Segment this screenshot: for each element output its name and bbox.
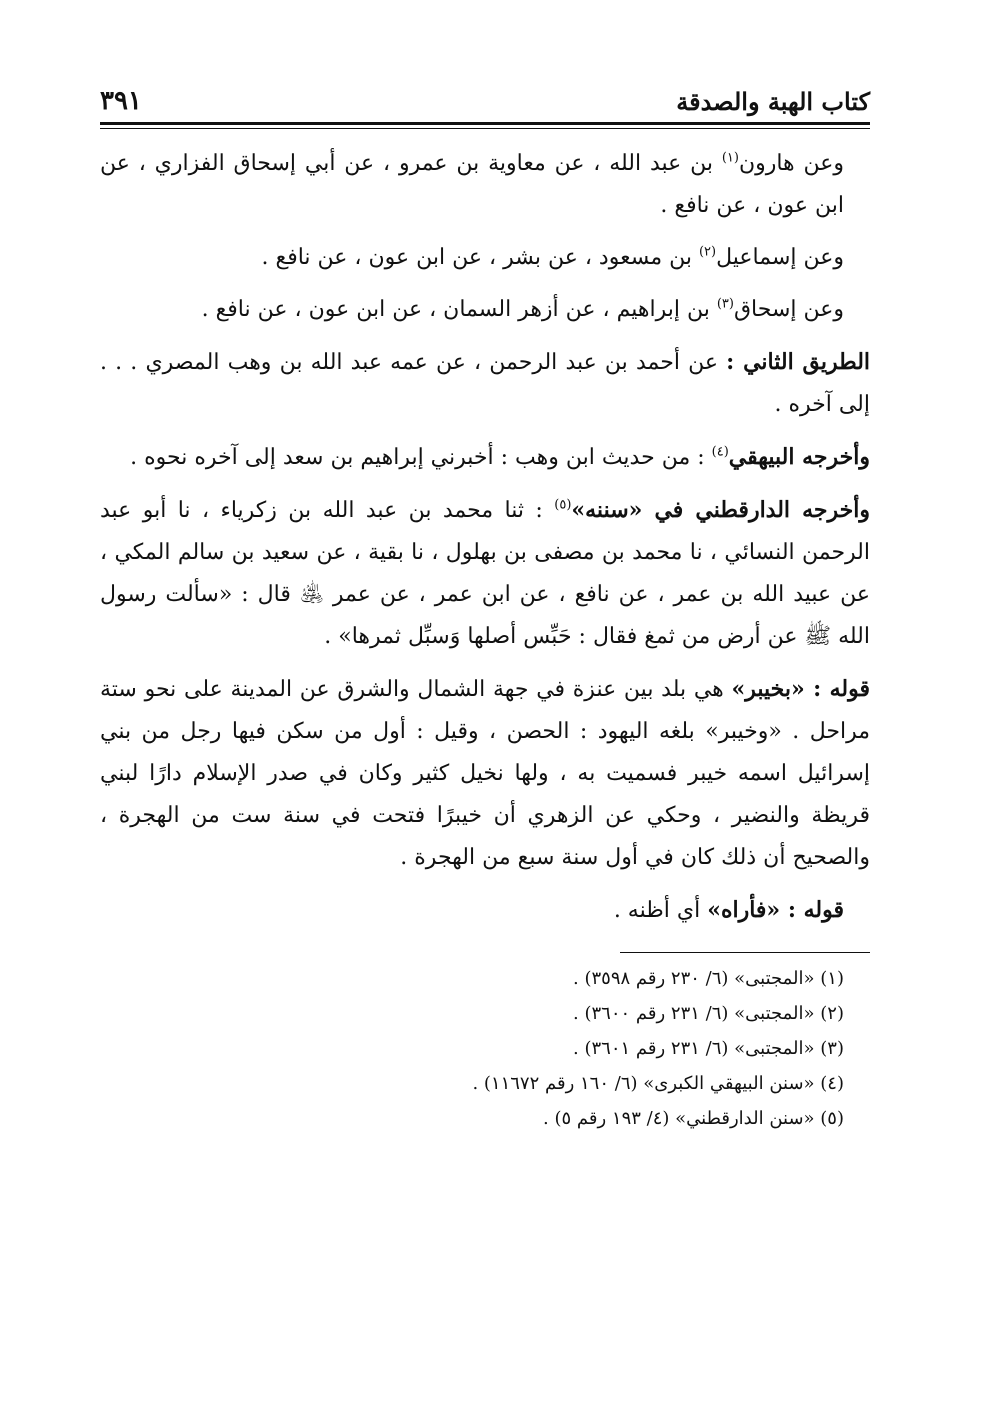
- main-text: [100, 143, 870, 932]
- paragraph-text: وعن إسحاق: [733, 297, 844, 322]
- paragraph-khaybar: [100, 668, 870, 879]
- paragraph-text: بن إبراهيم ، عن أزهر السمان ، عن ابن عون ، عن نافع .: [201, 297, 717, 322]
- footnote-ref: (٥): [554, 497, 572, 513]
- footnote-ref: (٢): [698, 244, 717, 260]
- paragraph-text: هي بلد بين عنزة في جهة الشمال والشرق عن المدينة على نحو ستة مراحل . «وخيبر» بلغه اليهود : الحصن ، وقيل : أول من سكن فيها رجل من بني إسرائيل اسمه خيبر فسميت به ، ولها نخيل كثير وكان في صدر الإسلام دارًا لبني قريظة والنضير ، وحكي عن الزهري أن خيبرًا فتحت في سنة ست من الهجرة ، والصحيح أن ذلك كان في أول سنة سبع من الهجرة .: [100, 677, 870, 870]
- footnote-ref: (٣): [716, 296, 734, 312]
- footnote-1: (١) «المجتبى» (٦/ ٢٣٠ رقم ٣٥٩٨) .: [573, 968, 844, 989]
- footnotes: [100, 961, 870, 1136]
- paragraph-haroun: [100, 143, 870, 227]
- paragraph-lead: قوله : «بخيبر»: [731, 676, 870, 702]
- paragraph-text: بن عبد الله ، عن معاوية بن عمرو ، عن أبي إسحاق الفزاري ، عن ابن عون ، عن نافع .: [100, 151, 844, 218]
- running-header: [100, 70, 870, 116]
- paragraph-lead: وأخرجه البيهقي: [728, 444, 870, 470]
- paragraph-second-route: [100, 341, 870, 426]
- paragraph-text: أي أظنه .: [613, 898, 708, 923]
- footnote-4: (٤) «سنن البيهقي الكبرى» (٦/ ١٦٠ رقم ١١٦٧٢) .: [472, 1073, 844, 1094]
- header-rule-thick: [100, 122, 870, 125]
- footnote-separator: [620, 952, 870, 953]
- footnote-3: (٣) «المجتبى» (٦/ ٢٣١ رقم ٣٦٠١) .: [573, 1038, 844, 1059]
- paragraph-text: : ثنا محمد بن عبد الله بن زكرياء ، نا أبو عبد الرحمن النسائي ، نا محمد بن مصفى بن بهلول ، نا بقية ، عن سعيد بن سالم المكي ، عن عبيد الله بن عمر ، عن نافع ، عن ابن عمر ، عن عمر ﵁ قال : «سألت رسول الله ﷺ عن أرض من ثمغ فقال : حَبِّس أصلها وَسبِّل ثمرها» .: [100, 498, 870, 649]
- page-number: ٣٩١: [100, 86, 142, 116]
- footnote-ref: (٤): [711, 444, 729, 460]
- paragraph-lead: الطريق الثاني :: [726, 349, 871, 375]
- paragraph-daraqutni: [100, 489, 870, 658]
- paragraph-ishaq: [100, 289, 870, 331]
- paragraph-text: وعن هارون: [738, 151, 844, 176]
- paragraph-lead: قوله : «فأراه»: [707, 897, 844, 923]
- running-title: كتاب الهبة والصدقة: [676, 87, 870, 116]
- paragraph-ismail: [100, 237, 870, 279]
- paragraph-text: : من حديث ابن وهب : أخبرني إبراهيم بن سعد إلى آخره نحوه .: [130, 445, 712, 470]
- book-page: [100, 70, 870, 1136]
- header-rule-thin: [100, 128, 870, 129]
- paragraph-text: بن مسعود ، عن بشر ، عن ابن عون ، عن نافع .: [261, 245, 699, 270]
- footnote-5: (٥) «سنن الدارقطني» (٤/ ١٩٣ رقم ٥) .: [543, 1108, 844, 1129]
- paragraph-text: عن أحمد بن عبد الرحمن ، عن عمه عبد الله بن وهب المصري . . . إلى آخره .: [100, 350, 870, 417]
- paragraph-lead: وأخرجه الدارقطني في «سننه»: [571, 497, 870, 523]
- paragraph-bayhaqi: [100, 436, 870, 479]
- footnote-ref: (١): [721, 150, 739, 166]
- paragraph-faraahu: [100, 889, 870, 932]
- paragraph-text: وعن إسماعيل: [716, 245, 844, 270]
- footnote-2: (٢) «المجتبى» (٦/ ٢٣١ رقم ٣٦٠٠) .: [573, 1003, 844, 1024]
